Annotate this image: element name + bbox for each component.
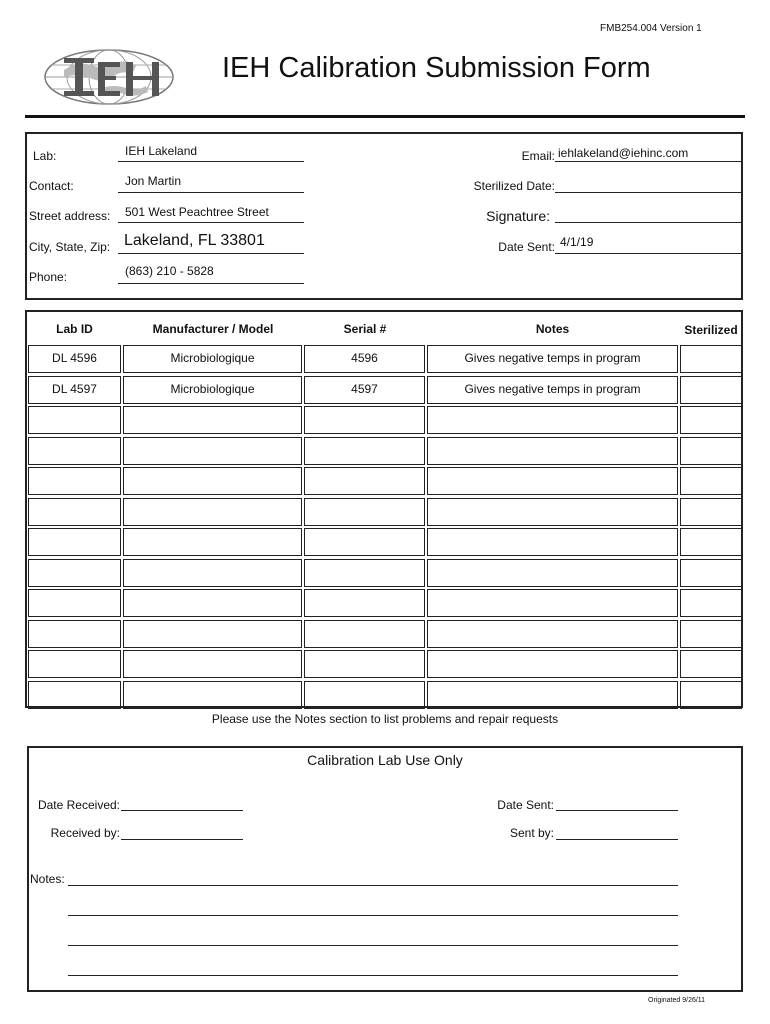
notes-cell[interactable] <box>427 467 678 495</box>
serial-cell[interactable] <box>304 620 425 648</box>
received-by-field[interactable] <box>121 839 243 840</box>
street-address-value[interactable]: 501 West Peachtree Street <box>125 205 269 219</box>
lab-id-cell[interactable] <box>28 498 121 526</box>
street-address-field-line <box>118 222 304 223</box>
manufacturer-model-cell[interactable] <box>123 437 302 465</box>
notes-cell[interactable] <box>427 650 678 678</box>
city-state-zip-field-line <box>118 253 304 254</box>
title-divider <box>25 115 745 118</box>
notes-cell[interactable] <box>427 589 678 617</box>
document-code: FMB254.004 Version 1 <box>600 23 702 34</box>
signature-field-line <box>555 222 741 223</box>
received-by-label: Received by: <box>50 826 120 840</box>
signature-label: Signature: <box>486 208 550 224</box>
lab-field-line <box>118 161 304 162</box>
notes-cell[interactable] <box>427 437 678 465</box>
sterilized-date-label: Sterilized Date: <box>473 179 555 193</box>
sent-by-label: Sent by: <box>509 826 554 840</box>
sterilized-cell[interactable] <box>680 406 742 434</box>
sterilized-cell[interactable] <box>680 437 742 465</box>
originated-date: Originated 9/26/11 <box>648 997 706 1004</box>
sterilized-cell[interactable] <box>680 376 742 404</box>
lab-id-cell[interactable] <box>28 528 121 556</box>
sterilized-cell[interactable] <box>680 498 742 526</box>
lab-value[interactable]: IEH Lakeland <box>125 144 198 158</box>
notes-instruction: Please use the Notes section to list problems and repair requests <box>211 712 559 726</box>
sterilized-date-field-line <box>555 192 741 193</box>
sterilized-cell[interactable] <box>680 345 742 373</box>
notes-cell[interactable] <box>427 498 678 526</box>
serial-cell[interactable] <box>304 681 425 709</box>
serial-cell[interactable]: 4596 <box>304 345 425 373</box>
email-label: Email: <box>521 149 555 163</box>
lab-id-cell[interactable]: DL 4596 <box>28 345 121 373</box>
date-sent-field-line <box>555 253 741 254</box>
lab-id-cell[interactable] <box>28 620 121 648</box>
date-received-label: Date Received: <box>37 798 120 812</box>
manufacturer-model-cell[interactable] <box>123 467 302 495</box>
manufacturer-model-cell[interactable] <box>123 528 302 556</box>
city-state-zip-label: City, State, Zip: <box>29 240 111 254</box>
contact-field-line <box>118 192 304 193</box>
manufacturer-model-cell[interactable] <box>123 498 302 526</box>
manufacturer-model-cell[interactable] <box>123 589 302 617</box>
city-state-zip-value[interactable]: Lakeland, FL 33801 <box>124 232 265 249</box>
notes-label: Notes: <box>30 872 65 886</box>
manufacturer-model-cell[interactable] <box>123 620 302 648</box>
lab-date-sent-field[interactable] <box>556 810 678 811</box>
lab-id-cell[interactable] <box>28 559 121 587</box>
column-header-serial: Serial # <box>343 322 387 336</box>
sterilized-cell[interactable] <box>680 620 742 648</box>
ieh-logo <box>42 48 177 106</box>
notes-line-1[interactable] <box>68 885 678 886</box>
sent-by-field[interactable] <box>556 839 678 840</box>
notes-cell[interactable]: Gives negative temps in program <box>427 345 678 373</box>
lab-id-cell[interactable]: DL 4597 <box>28 376 121 404</box>
lab-use-title: Calibration Lab Use Only <box>307 752 463 768</box>
lab-use-section <box>27 746 743 992</box>
sterilized-cell[interactable] <box>680 589 742 617</box>
notes-cell[interactable] <box>427 528 678 556</box>
date-received-field[interactable] <box>121 810 243 811</box>
notes-cell[interactable] <box>427 559 678 587</box>
serial-cell[interactable] <box>304 559 425 587</box>
notes-line-3[interactable] <box>68 945 678 946</box>
manufacturer-model-cell[interactable] <box>123 681 302 709</box>
notes-cell[interactable] <box>427 406 678 434</box>
date-sent-label: Date Sent: <box>498 240 555 254</box>
lab-id-cell[interactable] <box>28 406 121 434</box>
notes-cell[interactable] <box>427 681 678 709</box>
lab-id-cell[interactable] <box>28 589 121 617</box>
contact-label: Contact: <box>29 179 74 193</box>
lab-label: Lab: <box>33 149 57 163</box>
manufacturer-model-cell[interactable] <box>123 406 302 434</box>
notes-line-4[interactable] <box>68 975 678 976</box>
manufacturer-model-cell[interactable] <box>123 650 302 678</box>
column-header-lab-id: Lab ID <box>56 322 93 336</box>
serial-cell[interactable] <box>304 467 425 495</box>
notes-cell[interactable] <box>427 620 678 648</box>
date-sent-value[interactable]: 4/1/19 <box>560 235 594 249</box>
sterilized-cell[interactable] <box>680 528 742 556</box>
serial-cell[interactable] <box>304 650 425 678</box>
notes-cell[interactable]: Gives negative temps in program <box>427 376 678 404</box>
lab-date-sent-label: Date Sent: <box>497 798 554 812</box>
manufacturer-model-cell[interactable]: Microbiologique <box>123 376 302 404</box>
contact-value[interactable]: Jon Martin <box>125 174 182 188</box>
lab-id-cell[interactable] <box>28 437 121 465</box>
sterilized-cell[interactable] <box>680 650 742 678</box>
phone-value[interactable]: (863) 210 - 5828 <box>125 264 214 278</box>
serial-cell[interactable] <box>304 498 425 526</box>
serial-cell[interactable] <box>304 437 425 465</box>
phone-label: Phone: <box>29 270 68 284</box>
sterilized-cell[interactable] <box>680 467 742 495</box>
lab-id-cell[interactable] <box>28 650 121 678</box>
column-header-manufacturer-model: Manufacturer / Model <box>152 322 274 336</box>
column-header-sterilized: Sterilized <box>684 323 738 337</box>
manufacturer-model-cell[interactable] <box>123 559 302 587</box>
street-address-label: Street address: <box>29 209 111 223</box>
column-header-notes: Notes <box>535 322 570 336</box>
notes-line-2[interactable] <box>68 915 678 916</box>
phone-field-line <box>118 283 304 284</box>
sterilized-cell[interactable] <box>680 681 742 709</box>
serial-cell[interactable]: 4597 <box>304 376 425 404</box>
lab-id-cell[interactable] <box>28 467 121 495</box>
page-title: IEH Calibration Submission Form <box>222 52 651 84</box>
serial-cell[interactable] <box>304 589 425 617</box>
serial-cell[interactable] <box>304 528 425 556</box>
email-field-line <box>555 161 741 162</box>
lab-id-cell[interactable] <box>28 681 121 709</box>
sterilized-cell[interactable] <box>680 559 742 587</box>
email-value[interactable]: iehlakeland@iehinc.com <box>558 146 689 160</box>
serial-cell[interactable] <box>304 406 425 434</box>
manufacturer-model-cell[interactable]: Microbiologique <box>123 345 302 373</box>
